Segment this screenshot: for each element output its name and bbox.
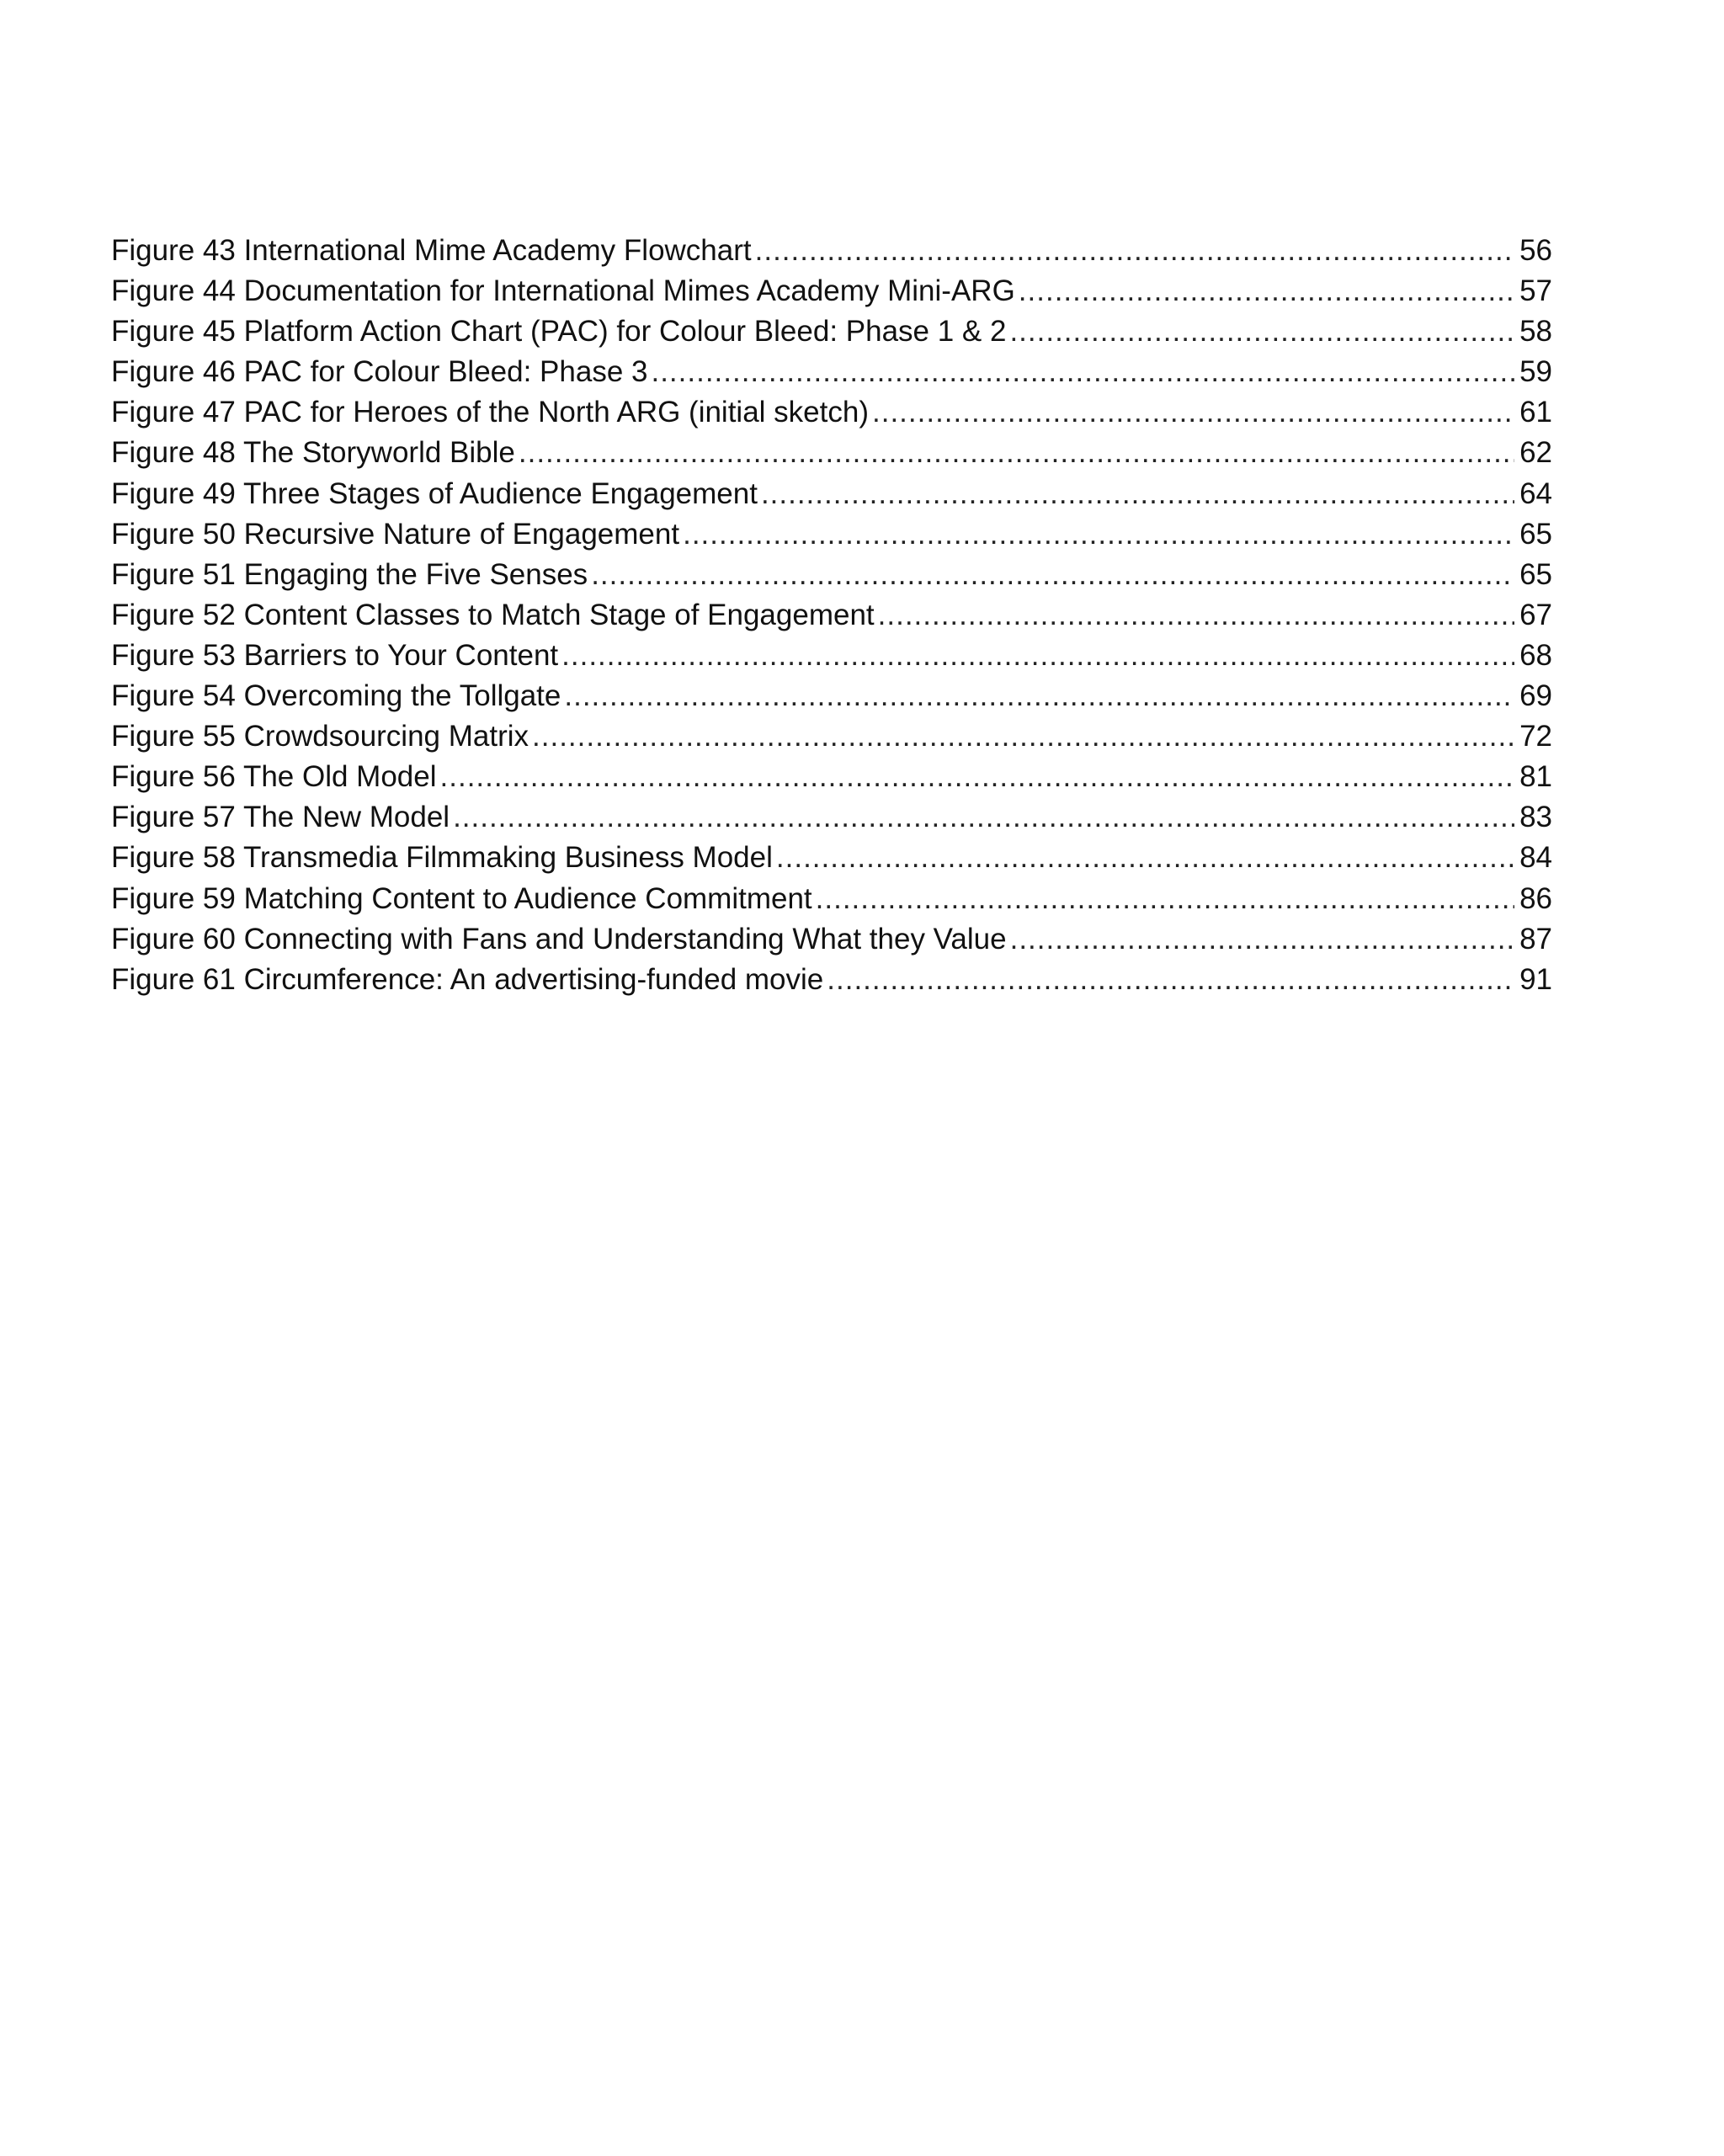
- toc-entry: [111, 879, 1552, 919]
- toc-entry: [111, 595, 1552, 636]
- toc-entry-page: 67: [1519, 598, 1552, 631]
- toc-entry-page: 62: [1519, 436, 1552, 470]
- dot-leader: [827, 960, 1514, 1000]
- toc-entry-page: 61: [1519, 396, 1552, 429]
- toc-entry-title: Figure 47 PAC for Heroes of the North ARG (initial sketch): [111, 396, 869, 429]
- toc-entry-page: 84: [1519, 841, 1552, 875]
- toc-entry-page: 68: [1519, 638, 1552, 672]
- toc-entry-page: 57: [1519, 274, 1552, 308]
- toc-entry: [111, 919, 1552, 960]
- dot-leader: [453, 797, 1514, 838]
- toc-entry-page: 65: [1519, 557, 1552, 591]
- dot-leader: [872, 392, 1514, 433]
- toc-entry-title: Figure 50 Recursive Nature of Engagement: [111, 517, 680, 551]
- toc-entry-page: 65: [1519, 517, 1552, 551]
- toc-entry: [111, 352, 1552, 392]
- toc-entry-page: 56: [1519, 234, 1552, 267]
- toc-entry: [111, 757, 1552, 797]
- toc-entry-page: 83: [1519, 801, 1552, 834]
- toc-entry-page: 87: [1519, 922, 1552, 956]
- dot-leader: [440, 757, 1515, 797]
- toc-entry: [111, 311, 1552, 352]
- toc-entry: [111, 514, 1552, 555]
- toc-entry-title: Figure 48 The Storyworld Bible: [111, 436, 515, 470]
- dot-leader: [755, 231, 1514, 271]
- toc-entry-title: Figure 54 Overcoming the Tollgate: [111, 679, 561, 713]
- toc-entry: [111, 797, 1552, 838]
- toc-entry-title: Figure 45 Platform Action Chart (PAC) for Colour Bleed: Phase 1 & 2: [111, 315, 1007, 349]
- toc-entry: [111, 474, 1552, 514]
- toc-entry-title: Figure 58 Transmedia Filmmaking Business Model: [111, 841, 773, 875]
- toc-entry-page: 59: [1519, 355, 1552, 389]
- toc-entry: [111, 231, 1552, 271]
- toc-entry-title: Figure 61 Circumference: An advertising-funded movie: [111, 962, 824, 996]
- list-of-figures: [111, 231, 1552, 1000]
- toc-entry: [111, 392, 1552, 433]
- dot-leader: [532, 716, 1514, 757]
- toc-entry: [111, 636, 1552, 676]
- toc-entry: [111, 960, 1552, 1000]
- toc-entry-page: 64: [1519, 476, 1552, 510]
- dot-leader: [761, 474, 1514, 514]
- toc-entry: [111, 555, 1552, 595]
- toc-entry-page: 81: [1519, 760, 1552, 794]
- toc-entry-title: Figure 44 Documentation for International Mimes Academy Mini-ARG: [111, 274, 1015, 308]
- dot-leader: [561, 636, 1514, 676]
- dot-leader: [651, 352, 1514, 392]
- toc-entry: [111, 676, 1552, 716]
- toc-entry-title: Figure 60 Connecting with Fans and Understanding What they Value: [111, 922, 1007, 956]
- dot-leader: [1010, 919, 1514, 960]
- toc-entry: [111, 838, 1552, 878]
- toc-entry: [111, 433, 1552, 473]
- dot-leader: [683, 514, 1514, 555]
- toc-entry-title: Figure 59 Matching Content to Audience Commitment: [111, 881, 812, 915]
- toc-entry-page: 86: [1519, 881, 1552, 915]
- toc-entry-title: Figure 49 Three Stages of Audience Engagement: [111, 476, 758, 510]
- dot-leader: [591, 555, 1514, 595]
- dot-leader: [816, 879, 1514, 919]
- dot-leader: [1009, 311, 1514, 352]
- toc-entry-title: Figure 53 Barriers to Your Content: [111, 638, 559, 672]
- toc-entry-page: 69: [1519, 679, 1552, 713]
- toc-entry-page: 91: [1519, 962, 1552, 996]
- dot-leader: [1019, 271, 1514, 311]
- dot-leader: [519, 433, 1514, 473]
- dot-leader: [776, 838, 1514, 878]
- toc-entry-title: Figure 56 The Old Model: [111, 760, 437, 794]
- dot-leader: [564, 676, 1514, 716]
- toc-entry-title: Figure 51 Engaging the Five Senses: [111, 557, 588, 591]
- toc-entry: [111, 716, 1552, 757]
- toc-entry-title: Figure 43 International Mime Academy Flowchart: [111, 234, 752, 267]
- toc-entry-title: Figure 55 Crowdsourcing Matrix: [111, 720, 529, 753]
- toc-entry: [111, 271, 1552, 311]
- dot-leader: [878, 595, 1514, 636]
- toc-entry-title: Figure 52 Content Classes to Match Stage of Engagement: [111, 598, 875, 631]
- toc-entry-title: Figure 57 The New Model: [111, 801, 450, 834]
- toc-entry-title: Figure 46 PAC for Colour Bleed: Phase 3: [111, 355, 648, 389]
- toc-entry-page: 72: [1519, 720, 1552, 753]
- toc-entry-page: 58: [1519, 315, 1552, 349]
